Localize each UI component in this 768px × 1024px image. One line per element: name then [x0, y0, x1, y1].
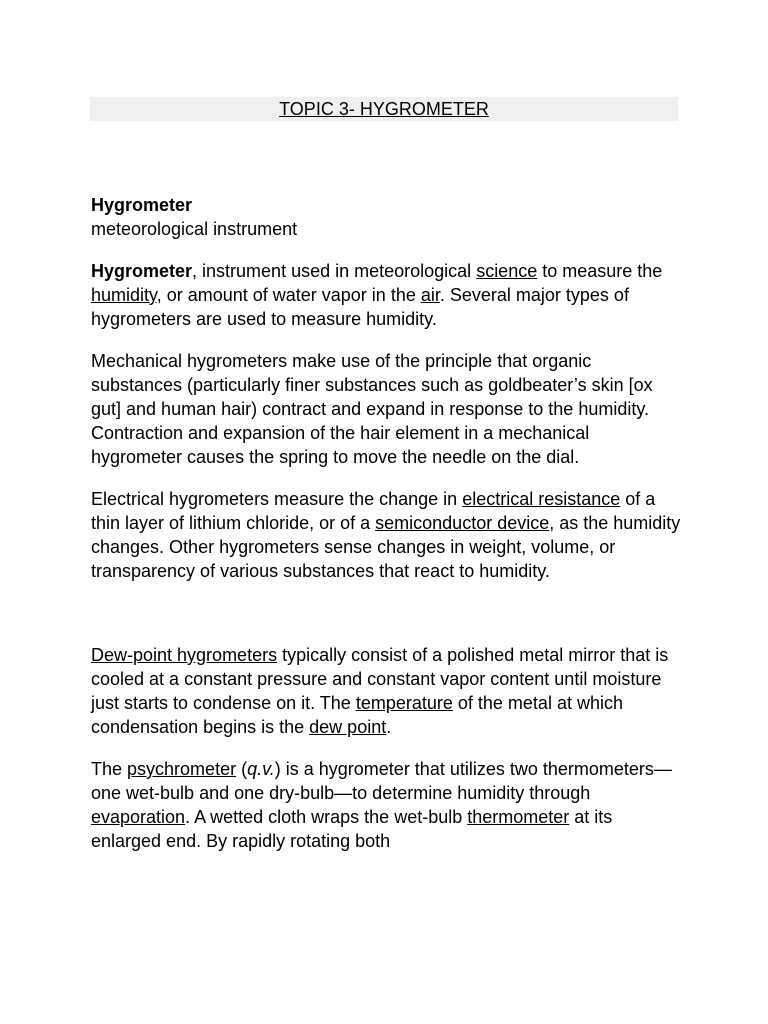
link-semiconductor-device[interactable]: semiconductor device [375, 513, 550, 533]
page-title: TOPIC 3- HYGROMETER [279, 99, 489, 119]
qv-abbreviation: q.v. [247, 759, 275, 779]
link-evaporation[interactable]: evaporation [91, 807, 186, 827]
section-subheading: meteorological instrument [91, 219, 298, 239]
paragraph-mechanical: Mechanical hygrometers make use of the principle that organic substances (particularly finer substances such as goldbeater’s skin [ox gut] and human hair) contract and expand in response to the humidity. Contraction and expansion of the hair element in a mechanical hygrometer causes the spring to move the needle on the dial. [91, 351, 653, 467]
link-temperature[interactable]: temperature [355, 693, 453, 713]
link-dew-point[interactable]: dew point [309, 717, 387, 737]
link-science[interactable]: science [476, 261, 538, 281]
link-electrical-resistance[interactable]: electrical resistance [462, 489, 621, 509]
paragraph-psychrometer: The psychrometer (q.v.) is a hygrometer that utilizes two thermometers—one wet-bulb and one dry-bulb—to determine humidity through evaporation. A wetted cloth wraps the wet-bulb thermometer at its enlarged end. By rapidly rotating both [91, 759, 672, 851]
section-heading: Hygrometer [91, 195, 193, 215]
link-psychrometer[interactable]: psychrometer [127, 759, 237, 779]
link-dew-point-hygrometers[interactable]: Dew-point hygrometers [91, 645, 278, 665]
paragraph-dew-point: Dew-point hygrometers typically consist of a polished metal mirror that is cooled at a constant pressure and constant vapor content until moisture just starts to condense on it. The temperature of the metal at which condensation begins is the dew point. [91, 645, 669, 737]
paragraph-electrical: Electrical hygrometers measure the change in electrical resistance of a thin layer of lithium chloride, or of a semiconductor device, as the humidity changes. Other hygrometers sense changes in weight, volume, or transparency of various substances that react to humidity. [91, 489, 681, 581]
link-humidity[interactable]: humidity [91, 285, 157, 305]
document-body [91, 193, 683, 871]
spacer [91, 601, 683, 643]
title-bar [90, 97, 678, 121]
intro-term: Hygrometer [91, 261, 193, 281]
link-air[interactable]: air [420, 285, 440, 305]
paragraph-intro: Hygrometer, instrument used in meteorological science to measure the humidity, or amount of water vapor in the air. Several major types of hygrometers are used to measure humidity. [91, 261, 663, 329]
link-thermometer[interactable]: thermometer [467, 807, 570, 827]
